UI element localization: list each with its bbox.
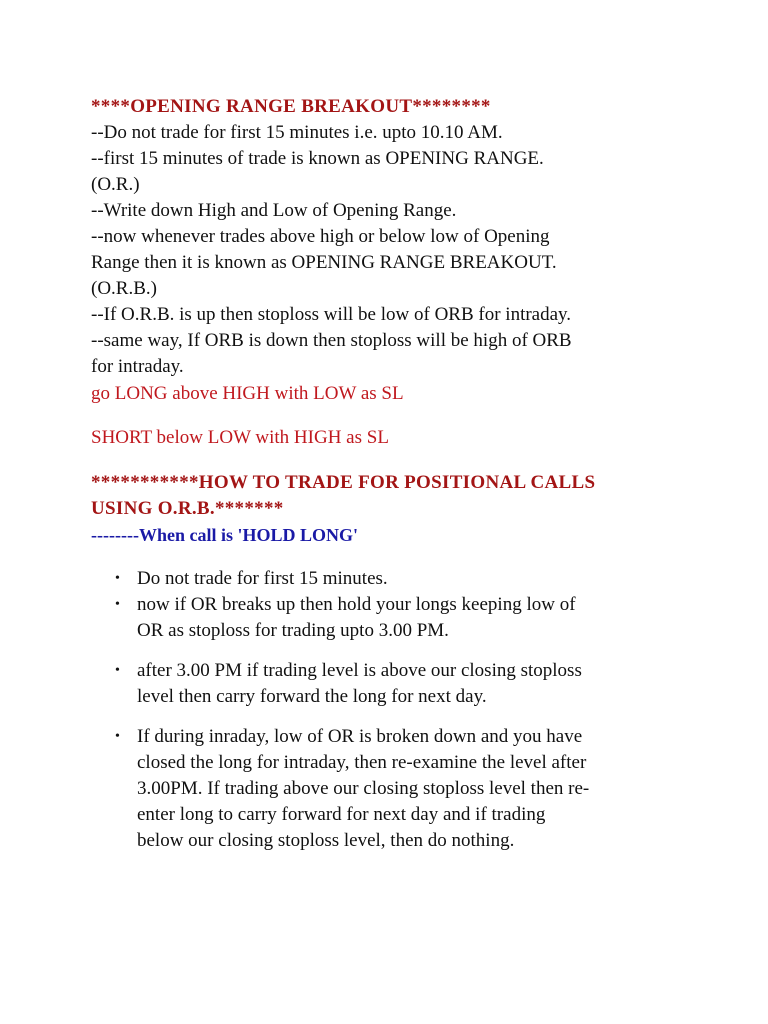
bullet-icon: • [115,729,120,744]
bullet-icon: • [115,571,120,586]
list-item-line: Do not trade for first 15 minutes. [137,568,388,589]
orb-line: --If O.R.B. is up then stoploss will be low of ORB for intraday. [91,304,572,325]
list-item-line: 3.00PM. If trading above our closing stoploss level then re- [137,778,590,799]
list-item-line: after 3.00 PM if trading level is above our closing stoploss [137,660,582,681]
list-item-line: below our closing stoploss level, then do nothing. [137,830,515,851]
list-item-line: OR as stoploss for trading upto 3.00 PM. [137,620,449,641]
hold-long-subheading: --------When call is 'HOLD LONG' [91,525,358,545]
positional-heading: ***********HOW TO TRADE FOR POSITIONAL CALLS [91,472,596,493]
hold-long-list [91,566,691,854]
orb-line: --first 15 minutes of trade is known as OPENING RANGE. [91,148,544,169]
orb-line: (O.R.B.) [91,278,157,299]
list-item-line: level then carry forward the long for next day. [137,686,487,707]
orb-heading: ****OPENING RANGE BREAKOUT******** [91,96,491,117]
orb-line: Range then it is known as OPENING RANGE BREAKOUT. [91,252,557,273]
list-item-line: If during inraday, low of OR is broken down and you have [137,726,583,747]
orb-line: for intraday. [91,356,184,377]
document-body [91,94,691,854]
list-item-line: now if OR breaks up then hold your longs keeping low of [137,594,576,615]
orb-line: --Do not trade for first 15 minutes i.e. upto 10.10 AM. [91,122,503,143]
orb-line: (O.R.) [91,174,140,195]
list-item [91,566,691,592]
list-item-line: closed the long for intraday, then re-examine the level after [137,752,587,773]
bullet-icon: • [115,597,120,612]
list-item [91,658,691,710]
list-item [91,724,691,854]
orb-line: --Write down High and Low of Opening Range. [91,200,457,221]
list-item [91,592,691,644]
orb-line: --same way, If ORB is down then stoploss will be high of ORB [91,330,572,351]
list-item-line: enter long to carry forward for next day and if trading [137,804,546,825]
positional-heading: USING O.R.B.******* [91,498,284,519]
long-rule: go LONG above HIGH with LOW as SL [91,383,404,404]
bullet-icon: • [115,663,120,678]
short-rule: SHORT below LOW with HIGH as SL [91,427,389,448]
orb-line: --now whenever trades above high or below low of Opening [91,226,550,247]
